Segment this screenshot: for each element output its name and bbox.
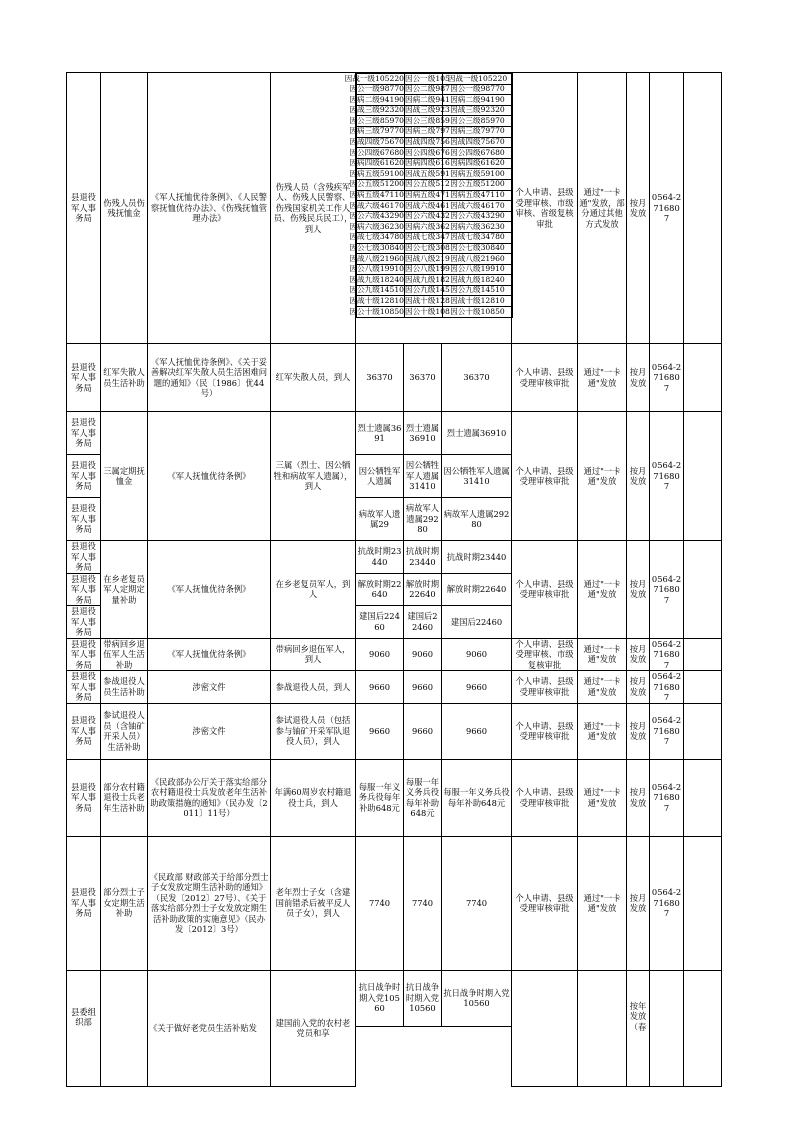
grade-cell: 因战十级12810: [349, 295, 404, 305]
grade-cell: 因病五级47110: [349, 190, 404, 200]
process-cell: 个人申请、县级受理审核、市级审核、省级复核审批: [512, 73, 578, 344]
standard-cell: 9660: [356, 703, 404, 759]
grade-cell: 因战八级219: [405, 253, 450, 263]
subsidy-table: [66, 72, 722, 1087]
grade-cell: 因公四级67680: [443, 148, 513, 159]
process-cell: 个人申请、县级受理审核审批: [512, 671, 578, 704]
dept-cell: 县退役军人事务局: [67, 759, 101, 836]
grade-standards-cell: [344, 73, 512, 344]
process-cell: 个人申请、县级受理审核审批: [512, 759, 578, 836]
standard-cell: 解放时期22640: [404, 573, 442, 606]
process-cell: [512, 970, 578, 1086]
standard-cell: 建国后22460: [404, 606, 442, 639]
blank-cell: [684, 671, 722, 704]
basis-cell: 《军人抚恤优待条例》: [148, 638, 271, 671]
grade-cell: 因公七级308: [405, 243, 450, 252]
basis-cell: 《军人抚恤优待条例》: [148, 412, 271, 541]
grade-cell: 因战七级347: [405, 232, 450, 242]
phone-cell: 0564-2716807: [650, 638, 684, 671]
grade-row: [357, 307, 513, 318]
grade-cell: 因病六级36230: [443, 222, 513, 233]
phone-cell: 0564-2716807: [650, 541, 684, 639]
grade-row: [357, 137, 513, 148]
grade-row: [357, 190, 513, 201]
phone-cell: 0564-2716807: [650, 412, 684, 541]
grade-cell: 因公四级67680: [349, 147, 404, 157]
method-cell: 通过"一卡通"发放: [578, 638, 627, 671]
grade-cell: 因病五级59100: [349, 168, 404, 178]
item-cell: 参试退役人员（含铀矿开采人员）生活补助: [101, 703, 148, 759]
grade-cell: 因战六级461: [405, 200, 450, 210]
target-cell: 伤残人员（含残疾军人、伤残人民警察、伤残国家机关工作人员、伤残民兵民工），到人: [271, 73, 356, 344]
standard-cell: 病故军人遗属29280: [404, 498, 442, 541]
standard-cell: 抗日战争时期入党10560: [404, 970, 442, 1026]
grade-cell: 因病四级61620: [349, 158, 404, 168]
item-cell: 带病回乡退伍军人生活补助: [101, 638, 148, 671]
grade-row: [357, 158, 513, 169]
freq-cell: 按月发放: [627, 541, 650, 639]
grade-cell: 因病四级61620: [443, 158, 513, 169]
grade-cell: 因公七级30840: [443, 243, 513, 254]
table-row: [67, 836, 722, 970]
grade-cell: 因公九级14510: [443, 285, 513, 296]
grade-cell: 因战八级21960: [349, 253, 404, 263]
standard-cell: 每服一年义务兵役每年补助648元: [442, 759, 512, 836]
blank-cell: [684, 836, 722, 970]
dept-cell: 县退役军人事务局: [67, 573, 101, 606]
dept-cell: 县退役军人事务局: [67, 541, 101, 574]
grade-row: [357, 95, 513, 106]
grade-cell: 因战一级105220: [443, 74, 513, 85]
grade-row: [357, 126, 513, 137]
standard-cell: 7740: [404, 836, 442, 970]
table-row: [67, 671, 722, 704]
grade-cell: 因公八级19910: [349, 264, 404, 274]
table-row: [67, 541, 722, 574]
standard-cell: 9660: [442, 671, 512, 704]
grade-cell: 因公二级987: [405, 84, 450, 94]
freq-cell: 按月发放: [627, 638, 650, 671]
standard-cell: 9660: [404, 671, 442, 704]
standard-cell: 解放时期22640: [356, 573, 404, 606]
freq-cell: 按月发放: [627, 412, 650, 541]
dept-cell: 县退役军人事务局: [67, 606, 101, 639]
grade-cell: 因公九级14510: [349, 285, 404, 295]
table-row: [67, 344, 722, 412]
grade-cell: 因战四级756: [405, 137, 450, 147]
grade-cell: 因病五级471: [405, 190, 450, 200]
grade-cell: 因公三级859: [405, 115, 450, 125]
target-cell: 建国前入党的农村老党员和享: [271, 970, 356, 1086]
grade-cell: 因公九级145: [405, 285, 450, 295]
grade-cell: 因病二级941: [405, 94, 450, 104]
grade-cell: 因公三级85970: [349, 115, 404, 125]
method-cell: 通过"一卡通"发放: [578, 703, 627, 759]
standard-cell: 病故军人遗属29: [356, 498, 404, 541]
process-cell: 个人申请、县级受理审核审批: [512, 703, 578, 759]
grade-cell: 因战六级46170: [443, 201, 513, 212]
item-cell: 红军失散人员生活补助: [101, 344, 148, 412]
spreadsheet-page: [66, 72, 721, 1122]
table-row: [67, 703, 722, 759]
standard-cell: 9060: [404, 638, 442, 671]
grade-cell: 因战九级18240: [349, 274, 404, 284]
standard-cell: 因公牺牲军人遗属31410: [442, 455, 512, 498]
table-row: [67, 412, 722, 455]
grade-cell: 因公三级85970: [443, 116, 513, 127]
grade-standards-table: [344, 73, 513, 318]
blank-cell: [684, 970, 722, 1086]
grade-row: [357, 264, 513, 275]
dept-cell: 县退役军人事务局: [67, 703, 101, 759]
target-cell: 在乡老复员军人，到人: [271, 541, 356, 639]
standard-cell: 9060: [356, 638, 404, 671]
standard-cell: 抗战时期23440: [404, 541, 442, 574]
standard-cell: 建国后22460: [442, 606, 512, 639]
grade-cell: 因战一级105220: [344, 73, 404, 83]
table-row: [67, 759, 722, 836]
method-cell: 通过"一卡通"发放: [578, 344, 627, 412]
grade-cell: 因公八级199: [405, 264, 450, 274]
grade-cell: 因公十级10850: [443, 307, 513, 318]
basis-cell: 涉密文件: [148, 671, 271, 704]
item-cell: 在乡老复员军人定期定量补助: [101, 541, 148, 639]
grade-cell: 因病三级79770: [349, 126, 404, 136]
dept-cell: 县退役军人事务局: [67, 638, 101, 671]
grade-row: [357, 211, 513, 222]
grade-row: [357, 169, 513, 180]
grade-cell: 因病三级79770: [443, 126, 513, 137]
grade-row: [357, 201, 513, 212]
grade-cell: 因战七级34780: [443, 232, 513, 243]
grade-cell: 因公八级19910: [443, 264, 513, 275]
dept-cell: 县退役军人事务局: [67, 344, 101, 412]
item-cell: 参战退役人员生活补助: [101, 671, 148, 704]
target-cell: 参战退役人员，到人: [271, 671, 356, 704]
grade-row: [357, 74, 513, 85]
basis-cell: 《关于做好老党员生活补贴发: [148, 970, 271, 1086]
grade-cell: 因公一级98770: [443, 84, 513, 95]
grade-cell: 因公六级43290: [349, 211, 404, 221]
phone-cell: 0564-2716807: [650, 836, 684, 970]
grade-cell: 因战八级21960: [443, 254, 513, 265]
standard-cell: 抗日战争时期入党10560: [356, 970, 404, 1026]
dept-cell: 县退役军人事务局: [67, 455, 101, 498]
process-cell: 个人申请、县级受理审核、市级复核审批: [512, 638, 578, 671]
freq-cell: 按年发放（春: [627, 970, 650, 1086]
grade-cell: 因战四级75670: [443, 137, 513, 148]
standard-cell: 烈士遗属36910: [442, 412, 512, 455]
blank-cell: [684, 344, 722, 412]
grade-cell: 因公五级51200: [443, 179, 513, 190]
blank-cell: [684, 412, 722, 541]
dept-cell: 县退役军人事务局: [67, 412, 101, 455]
phone-cell: 0564-2716807: [650, 73, 684, 344]
grade-row: [357, 105, 513, 116]
grade-row: [357, 232, 513, 243]
method-cell: 通过"一卡通"发放: [578, 671, 627, 704]
grade-cell: 因公六级432: [405, 211, 450, 221]
standard-cell: 36370: [356, 344, 404, 412]
standard-cell: 解放时期22640: [442, 573, 512, 606]
grade-row: [357, 296, 513, 307]
standard-cell: 36370: [442, 344, 512, 412]
phone-cell: 0564-2716807: [650, 759, 684, 836]
blank-cell: [684, 703, 722, 759]
phone-cell: [650, 970, 684, 1086]
target-cell: 红军失散人员，到人: [271, 344, 356, 412]
grade-row: [357, 84, 513, 95]
method-cell: 通过"一卡通"发放: [578, 759, 627, 836]
phone-cell: 0564-2716807: [650, 671, 684, 704]
process-cell: 个人申请、县级受理审核审批: [512, 836, 578, 970]
dept-cell: 县退役军人事务局: [67, 671, 101, 704]
grade-cell: 因病三级797: [405, 126, 450, 136]
method-cell: 通过"一卡通"发放: [578, 412, 627, 541]
standard-cell: 烈士遗属3691: [356, 412, 404, 455]
standard-cell: 因公牺牲军人遗属31410: [404, 455, 442, 498]
grade-cell: 因病六级362: [405, 221, 450, 231]
grade-row: [357, 243, 513, 254]
standard-cell: 9660: [442, 703, 512, 759]
standard-cell: 抗战时期23440: [442, 541, 512, 574]
freq-cell: 按月发放: [627, 344, 650, 412]
grade-cell: 因公五级512: [405, 179, 450, 189]
blank-cell: [684, 541, 722, 639]
grade-cell: 因病五级59100: [443, 169, 513, 180]
basis-cell: 《军人抚恤优待条例》: [148, 541, 271, 639]
freq-cell: 按月发放: [627, 73, 650, 344]
method-cell: 通过"一卡通"发放: [578, 836, 627, 970]
table-row: [67, 638, 722, 671]
grade-cell: 因公四级676: [405, 147, 450, 157]
standard-cell: 病故军人遗属29280: [442, 498, 512, 541]
method-cell: 通过"一卡通"发放，部分通过其他方式发放: [578, 73, 627, 344]
standard-cell: 抗日战争时期入党10560: [442, 970, 512, 1026]
freq-cell: 按月发放: [627, 703, 650, 759]
target-cell: 老年烈士子女（含建国前错杀后被平反人员子女），到人: [271, 836, 356, 970]
standard-cell: 每服一年义务兵役每年补助648元: [404, 759, 442, 836]
method-cell: 通过"一卡通"发放: [578, 541, 627, 639]
basis-cell: 《军人抚恤优待条例》、《人民警察抚恤优待办法》、《伤残抚恤管理办法》: [148, 73, 271, 344]
grade-cell: 因战七级34780: [349, 232, 404, 242]
process-cell: 个人申请、县级受理审核审批: [512, 344, 578, 412]
grade-cell: 因病二级94190: [349, 94, 404, 104]
freq-cell: 按月发放: [627, 671, 650, 704]
method-cell: [578, 970, 627, 1086]
basis-cell: 《民政部办公厅关于落实给部分农村籍退役士兵发放老年生活补助政策措施的通知》（民办发〔2011〕11号）: [148, 759, 271, 836]
standard-cell: 每服一年义务兵役每年补助648元: [356, 759, 404, 836]
basis-cell: 涉密文件: [148, 703, 271, 759]
grade-row: [357, 285, 513, 296]
grade-cell: 因公七级30840: [349, 243, 404, 252]
basis-cell: 《民政部 财政部关于给部分烈士子女发放定期生活补助的通知》（民发〔2012〕27号）、《关于落实给部分烈士子女发放定期生活补助政策的实施意见》（民办发〔2012〕3号）: [148, 836, 271, 970]
standard-cell: [356, 1026, 512, 1086]
grade-cell: 因公五级51200: [349, 179, 404, 189]
target-cell: 参试退役人员（包括参与铀矿开采军队退役人员），到人: [271, 703, 356, 759]
item-cell: 三属定期抚恤金: [101, 412, 148, 541]
table-row: [67, 73, 722, 344]
grade-cell: 因公十级10850: [349, 306, 404, 316]
grade-cell: 因战五级591: [405, 168, 450, 178]
blank-cell: [684, 638, 722, 671]
process-cell: 个人申请、县级受理审核审批: [512, 412, 578, 541]
grade-cell: 因病二级94190: [443, 95, 513, 106]
grade-cell: 因公一级98770: [349, 84, 404, 94]
dept-cell: 县退役军人事务局: [67, 836, 101, 970]
grade-cell: 因战三级92320: [443, 105, 513, 116]
grade-cell: 因病四级616: [405, 158, 450, 168]
grade-cell: 因公十级108: [405, 306, 450, 316]
item-cell: 伤残人员伤残抚恤金: [101, 73, 148, 344]
target-cell: 三属（烈士、因公牺牲和病故军人遗属），到人: [271, 412, 356, 541]
phone-cell: 0564-2716807: [650, 703, 684, 759]
standard-cell: 7740: [356, 836, 404, 970]
standard-cell: 9660: [404, 703, 442, 759]
phone-cell: 0564-2716807: [650, 344, 684, 412]
dept-cell: 县退役军人事务局: [67, 73, 101, 344]
process-cell: 个人申请、县级受理审核审批: [512, 541, 578, 639]
basis-cell: 《军人抚恤优待条例》、《关于妥善解决红军失散人员生活困难问题的通知》（民〔1986〕优44号）: [148, 344, 271, 412]
standard-cell: 因公牺牲军人遗属: [356, 455, 404, 498]
grade-row: [357, 275, 513, 286]
grade-cell: 因战十级128: [405, 295, 450, 305]
grade-cell: 因公六级43290: [443, 211, 513, 222]
grade-cell: 因战十级12810: [443, 296, 513, 307]
standard-cell: 烈士遗属36910: [404, 412, 442, 455]
grade-cell: 因公一级105: [405, 73, 450, 83]
item-cell: 部分农村籍退役士兵老年生活补助: [101, 759, 148, 836]
grade-cell: 因战四级75670: [349, 137, 404, 147]
item-cell: [101, 970, 148, 1086]
item-cell: 部分烈士子女定期生活补助: [101, 836, 148, 970]
table-row: [67, 970, 722, 1026]
standard-cell: 7740: [442, 836, 512, 970]
grade-cell: 因战三级92320: [349, 105, 404, 115]
standard-cell: 建国后22460: [356, 606, 404, 639]
grade-cell: 因战九级18240: [443, 275, 513, 286]
freq-cell: 按月发放: [627, 759, 650, 836]
target-cell: 带病回乡退伍军人，到人: [271, 638, 356, 671]
grade-row: [357, 222, 513, 233]
grade-cell: 因病六级36230: [349, 221, 404, 231]
target-cell: 年满60周岁农村籍退役士兵，到人: [271, 759, 356, 836]
standard-cell: 9660: [356, 671, 404, 704]
blank-cell: [684, 73, 722, 344]
grade-row: [357, 179, 513, 190]
dept-cell: 县委组织部: [67, 970, 101, 1086]
dept-cell: 县退役军人事务局: [67, 498, 101, 541]
standard-cell: 抗战时期23440: [356, 541, 404, 574]
blank-cell: [684, 759, 722, 836]
grade-cell: 因战三级923: [405, 105, 450, 115]
grade-row: [357, 116, 513, 127]
standard-cell: 9060: [442, 638, 512, 671]
grade-row: [357, 148, 513, 159]
grade-cell: 因战九级182: [405, 274, 450, 284]
grade-cell: 因病五级47110: [443, 190, 513, 201]
grade-row: [357, 254, 513, 265]
standard-cell: 36370: [404, 344, 442, 412]
grade-cell: 因战六级46170: [349, 200, 404, 210]
freq-cell: 按月发放: [627, 836, 650, 970]
